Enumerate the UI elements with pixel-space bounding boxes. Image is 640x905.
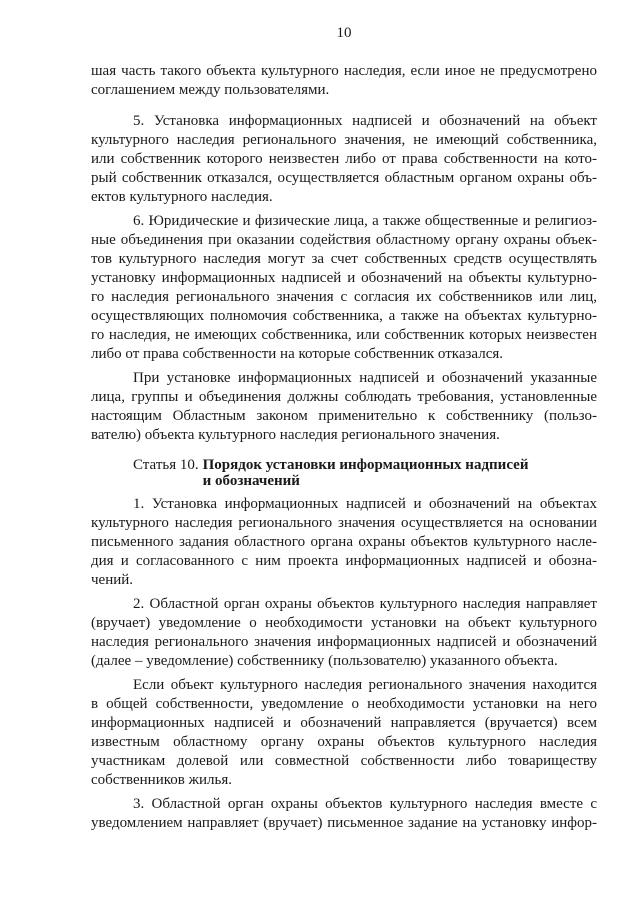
text-line: 2. Областной орган охраны объектов культурного наследия направляет xyxy=(133,596,597,612)
text-line: вателю) объекта культурного наследия регионального значения. xyxy=(91,427,500,443)
paragraph xyxy=(91,112,597,207)
page-number: 10 xyxy=(336,25,352,41)
text-line: культурного наследия регионального значения, не имеющий собственника, xyxy=(91,132,597,148)
text-line: ектов культурного наследия. xyxy=(91,189,273,205)
paragraph xyxy=(91,795,597,833)
paragraph xyxy=(91,495,597,590)
text-line: настоящим Областным законом применительно к собственнику (пользо- xyxy=(91,408,597,424)
text-line: го наследия регионального значения с согласия их собственников или лиц, xyxy=(91,289,597,305)
text-line: чений. xyxy=(91,572,134,588)
text-line: либо от права собственности на которые собственник отказался. xyxy=(91,346,504,362)
text-line: известным областному органу охраны объектов культурного наследия xyxy=(91,734,597,750)
article-title xyxy=(203,457,529,489)
text-line: уведомлением направляет (вручает) письменное задание на установку инфор- xyxy=(91,815,597,831)
text-line: (далее – уведомление) собственнику (пользователю) указанного объекта. xyxy=(91,653,558,669)
text-line: в общей собственности, уведомление о необходимости установки на него xyxy=(91,696,597,712)
paragraph xyxy=(91,212,597,364)
text-line: письменного задания областного органа охраны объектов культурного насле- xyxy=(91,534,597,550)
article-title-line: и обозначений xyxy=(202,473,300,489)
text-line: установку информационных надписей и обозначений на объекты культурно- xyxy=(91,270,597,286)
text-line: собственников жилья. xyxy=(91,772,232,788)
paragraph xyxy=(91,369,597,445)
paragraph xyxy=(91,676,597,790)
text-line: 3. Областной орган охраны объектов культурного наследия вместе с xyxy=(133,796,597,812)
paragraph xyxy=(91,62,597,100)
text-line: наследия регионального значения информационных надписей и обозначений xyxy=(91,634,597,650)
text-line: шая часть такого объекта культурного наследия, если иное не предусмотрено xyxy=(91,63,597,79)
text-line: участникам долевой или совместной собственности либо товариществу xyxy=(91,753,597,769)
text-line: 1. Установка информационных надписей и обозначений на объектах xyxy=(133,496,597,512)
text-line: или собственник которого неизвестен либо от права собственности на кото- xyxy=(91,151,597,167)
text-line: культурного наследия регионального значения осуществляется на основании xyxy=(91,515,597,531)
text-line: ные объединения при оказании содействия областному органу охраны объек- xyxy=(91,232,597,248)
article-heading xyxy=(91,457,597,489)
text-line: 5. Установка информационных надписей и обозначений на объект xyxy=(133,113,597,129)
text-line: го наследия, не имеющих собственника, или собственник которых неизвестен xyxy=(91,327,597,343)
article-title-line: Порядок установки информационных надписей xyxy=(202,457,529,473)
text-line: При установке информационных надписей и обозначений указанные xyxy=(133,370,597,386)
text-line: тов культурного наследия могут за счет собственных средств осуществлять xyxy=(91,251,597,267)
text-line: (вручает) уведомление о необходимости установки на объект культурного xyxy=(91,615,597,631)
article-label: Статья 10. xyxy=(133,457,199,473)
paragraph xyxy=(91,595,597,671)
text-line: 6. Юридические и физические лица, а также общественные и религиоз- xyxy=(133,213,597,229)
text-line: рый собственник отказался, осуществляется областным органом охраны объ- xyxy=(91,170,597,186)
text-line: информационных надписей и обозначений направляется (вручается) всем xyxy=(91,715,597,731)
text-line: Если объект культурного наследия регионального значения находится xyxy=(133,677,597,693)
text-line: лица, группы и объединения должны соблюдать требования, установленные xyxy=(91,389,597,405)
text-line: соглашением между пользователями. xyxy=(91,82,330,98)
text-line: дия и согласованного с ним проекта информационных надписей и обозна- xyxy=(91,553,597,569)
text-line: осуществляющих полномочия собственника, а также на объектах культурно- xyxy=(91,308,597,324)
document-body xyxy=(91,62,597,833)
